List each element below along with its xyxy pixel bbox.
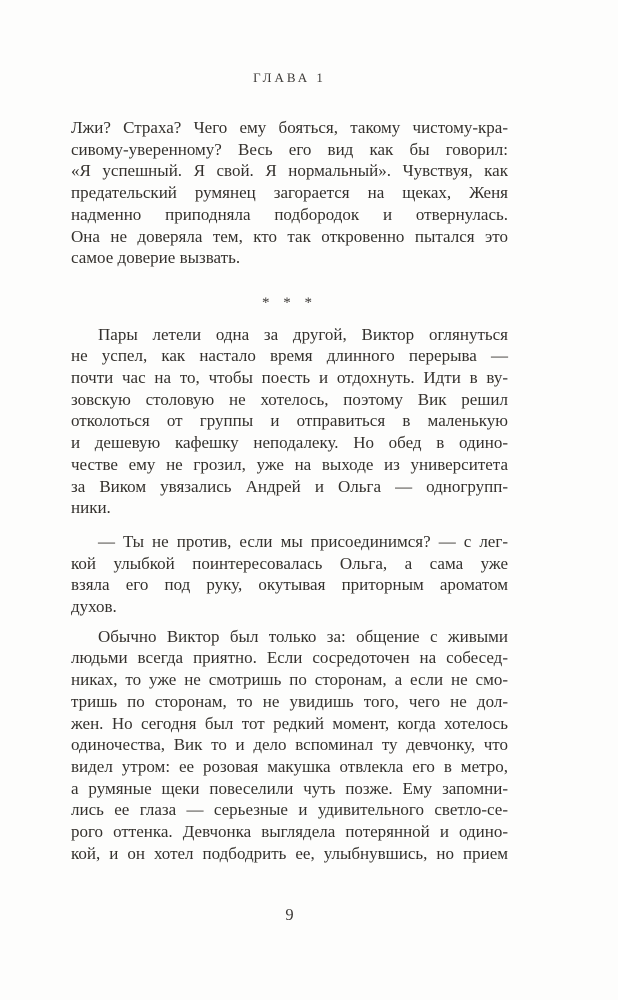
text-line: лись ее глаза — серьезные и удивительного светло-се- (71, 800, 508, 820)
text-line: кой улыбкой поинтересовалась Ольга, а сама уже (71, 553, 508, 573)
text-line: надменно приподняла подбородок и отвернулась. (71, 204, 508, 224)
text-line: почти час на то, чтобы поесть и отдохнуть. Идти в ву- (71, 368, 508, 388)
text-line: Обычно Виктор был только за: общение с живыми (98, 626, 508, 646)
text-line: взяла его под руку, окутывая приторным ароматом (71, 575, 508, 595)
section-separator: * * * (262, 294, 317, 311)
chapter-heading: ГЛАВА 1 (253, 70, 326, 85)
text-line: предательский румянец загорается на щеках, Женя (71, 183, 508, 203)
text-line: тришь по сторонам, то не увидишь того, чего не дол- (71, 691, 508, 711)
text-line: духов. (71, 597, 117, 617)
text-line: за Виком увязались Андрей и Ольга — одногрупп- (71, 476, 508, 496)
text-line: видел утром: ее розовая макушка отвлекла его в метро, (71, 756, 508, 776)
paragraph (71, 626, 508, 865)
text-line: Она не доверяла тем, кто так откровенно пытался это (71, 226, 508, 246)
text-line: никах, то уже не смотришь по сторонам, а если не смо- (71, 670, 508, 690)
text-line: людьми всегда приятно. Если сосредоточен на собесед- (71, 648, 508, 668)
text-line: честве ему не грозил, уже на выходе из университета (71, 454, 508, 474)
text-line: «Я успешный. Я свой. Я нормальный». Чувствуя, как (71, 161, 508, 181)
paragraph (71, 531, 508, 618)
text-line: кой, и он хотел подбодрить ее, улыбнувшись, но прием (71, 843, 508, 863)
page-number: 9 (285, 905, 294, 925)
text-line: и дешевую кафешку неподалеку. Но обед в одино- (71, 433, 508, 453)
paragraph (71, 117, 508, 269)
text-line: не успел, как настало время длинного перерыва — (71, 346, 508, 366)
text-line: а румяные щеки повеселили чуть позже. Ему запомни- (71, 778, 508, 798)
text-line: — Ты не против, если мы присоединимся? — с лег- (98, 531, 508, 551)
paragraph (71, 324, 508, 519)
text-line: рого оттенка. Девчонка выглядела потерянной и одино- (71, 822, 508, 842)
text-line: Пары летели одна за другой, Виктор оглянуться (98, 324, 508, 344)
text-line: одиночества, Вик то и дело вспоминал ту девчонку, что (71, 735, 508, 755)
text-line: Лжи? Страха? Чего ему бояться, такому чистому-кра- (71, 118, 508, 137)
text-line: жен. Но сегодня был тот редкий момент, когда хотелось (71, 713, 508, 733)
text-line: зовскую столовую не хотелось, поэтому Вик решил (71, 389, 508, 409)
text-line: отколоться от группы и отправиться в маленькую (71, 411, 508, 431)
text-line: самое доверие вызвать. (71, 248, 241, 268)
text-line: ники. (71, 498, 111, 518)
text-line: сивому-уверенному? Весь его вид как бы говорил: (71, 139, 508, 159)
